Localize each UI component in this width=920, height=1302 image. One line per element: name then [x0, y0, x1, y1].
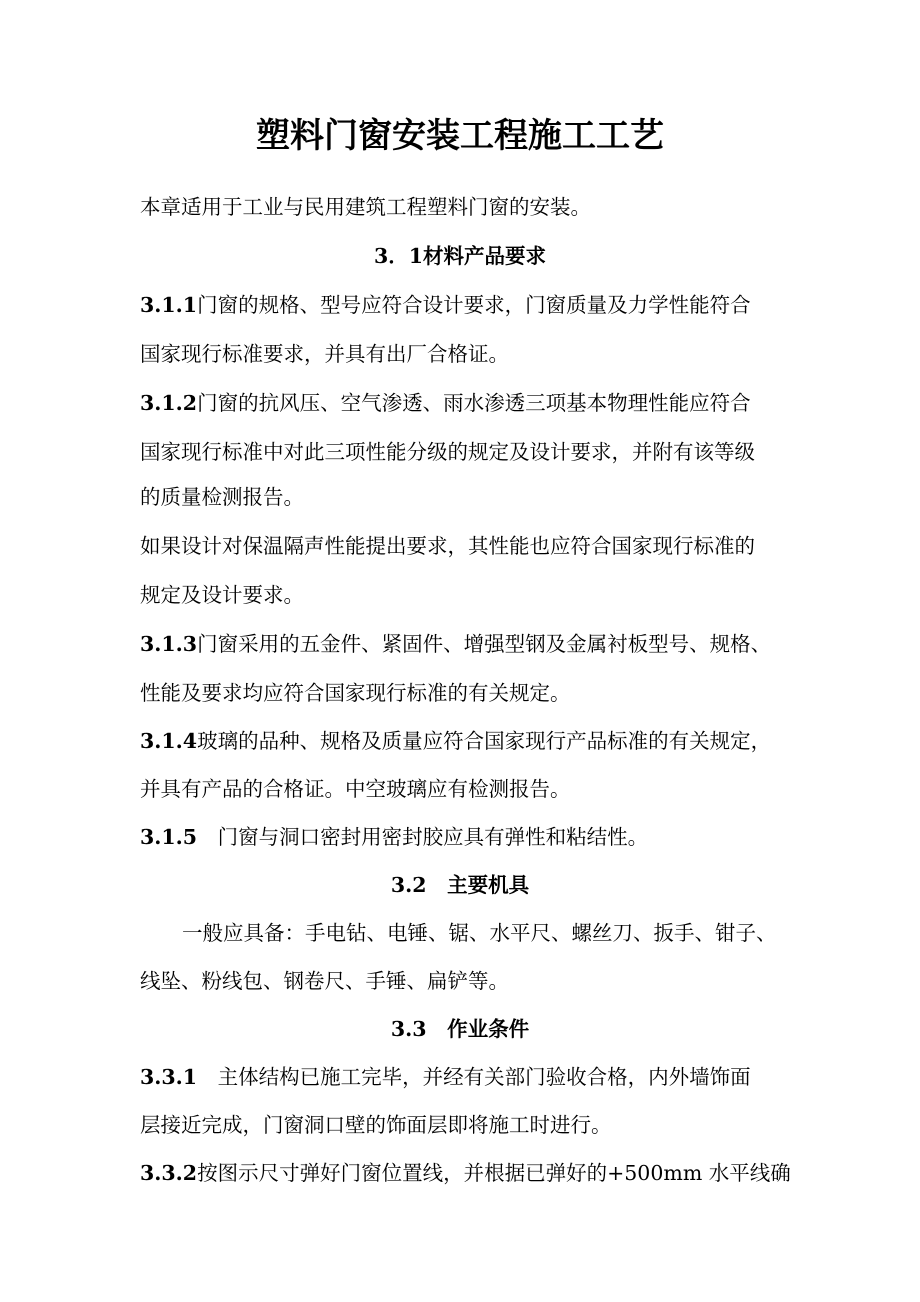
- clause-text: 按图示尺寸弹好门窗位置线，并根据已弹好的+500mm 水平线确: [197, 1161, 791, 1185]
- paragraph-3-1-3-line-1: [140, 626, 771, 662]
- clause-text: 主体结构已施工完毕，并经有关部门验收合格，内外墙饰面: [197, 1065, 751, 1089]
- document-title: 塑料门窗安装工程施工工艺: [256, 116, 664, 156]
- paragraph-3-3-1-line-2: 层接近完成，门窗洞口壁的饰面层即将施工时进行。: [140, 1113, 612, 1137]
- paragraph-3-1-4-line-1: [140, 723, 771, 759]
- paragraph-3-1-2-line-1: [140, 385, 751, 421]
- clause-number: 3.1.4: [140, 729, 198, 753]
- clause-text: 门窗采用的五金件、紧固件、增强型钢及金属衬板型号、规格、: [197, 632, 772, 656]
- paragraph-insulation-line-1: 如果设计对保温隔声性能提出要求，其性能也应符合国家现行标准的: [140, 534, 755, 558]
- paragraph-3-3-2-line-1: [140, 1155, 791, 1191]
- clause-text: 门窗与洞口密封用密封胶应具有弹性和粘结性。: [197, 825, 649, 849]
- paragraph-3-3-1-line-1: [140, 1059, 751, 1095]
- clause-number: 3.1.5: [140, 825, 198, 849]
- paragraph-insulation-line-2: 规定及设计要求。: [140, 583, 304, 607]
- paragraph-tools-line-1: 一般应具备：手电钻、电锤、锯、水平尺、螺丝刀、扳手、钳子、: [182, 921, 777, 945]
- paragraph-3-1-1-line-2: 国家现行标准要求，并具有出厂合格证。: [140, 342, 509, 366]
- paragraph-3-1-1-line-1: [140, 287, 751, 323]
- paragraph-3-1-5-line-1: [140, 819, 648, 855]
- section-heading-3-1: 3．1材料产品要求: [373, 244, 547, 268]
- clause-number: 3.1.2: [140, 391, 198, 415]
- section-heading-3-2: 3.2 主要机具: [390, 873, 530, 897]
- clause-number: 3.3.2: [140, 1161, 198, 1185]
- paragraph-tools-line-2: 线坠、粉线包、钢卷尺、手锤、扁铲等。: [140, 969, 509, 993]
- paragraph-3-1-2-line-3: 的质量检测报告。: [140, 485, 304, 509]
- clause-number: 3.3.1: [140, 1065, 198, 1089]
- paragraph-3-1-4-line-2: 并具有产品的合格证。中空玻璃应有检测报告。: [140, 777, 571, 801]
- intro-text: 本章适用于工业与民用建筑工程塑料门窗的安装。: [140, 195, 591, 219]
- paragraph-3-1-2-line-2: 国家现行标准中对此三项性能分级的规定及设计要求，并附有该等级: [140, 440, 755, 464]
- paragraph-3-1-3-line-2: 性能及要求均应符合国家现行标准的有关规定。: [140, 681, 571, 705]
- clause-text: 玻璃的品种、规格及质量应符合国家现行产品标准的有关规定，: [197, 729, 772, 753]
- clause-number: 3.1.1: [140, 293, 198, 317]
- clause-number: 3.1.3: [140, 632, 198, 656]
- section-heading-3-3: 3.3 作业条件: [390, 1017, 530, 1041]
- clause-text: 门窗的抗风压、空气渗透、雨水渗透三项基本物理性能应符合: [197, 391, 751, 415]
- clause-text: 门窗的规格、型号应符合设计要求，门窗质量及力学性能符合: [197, 293, 751, 317]
